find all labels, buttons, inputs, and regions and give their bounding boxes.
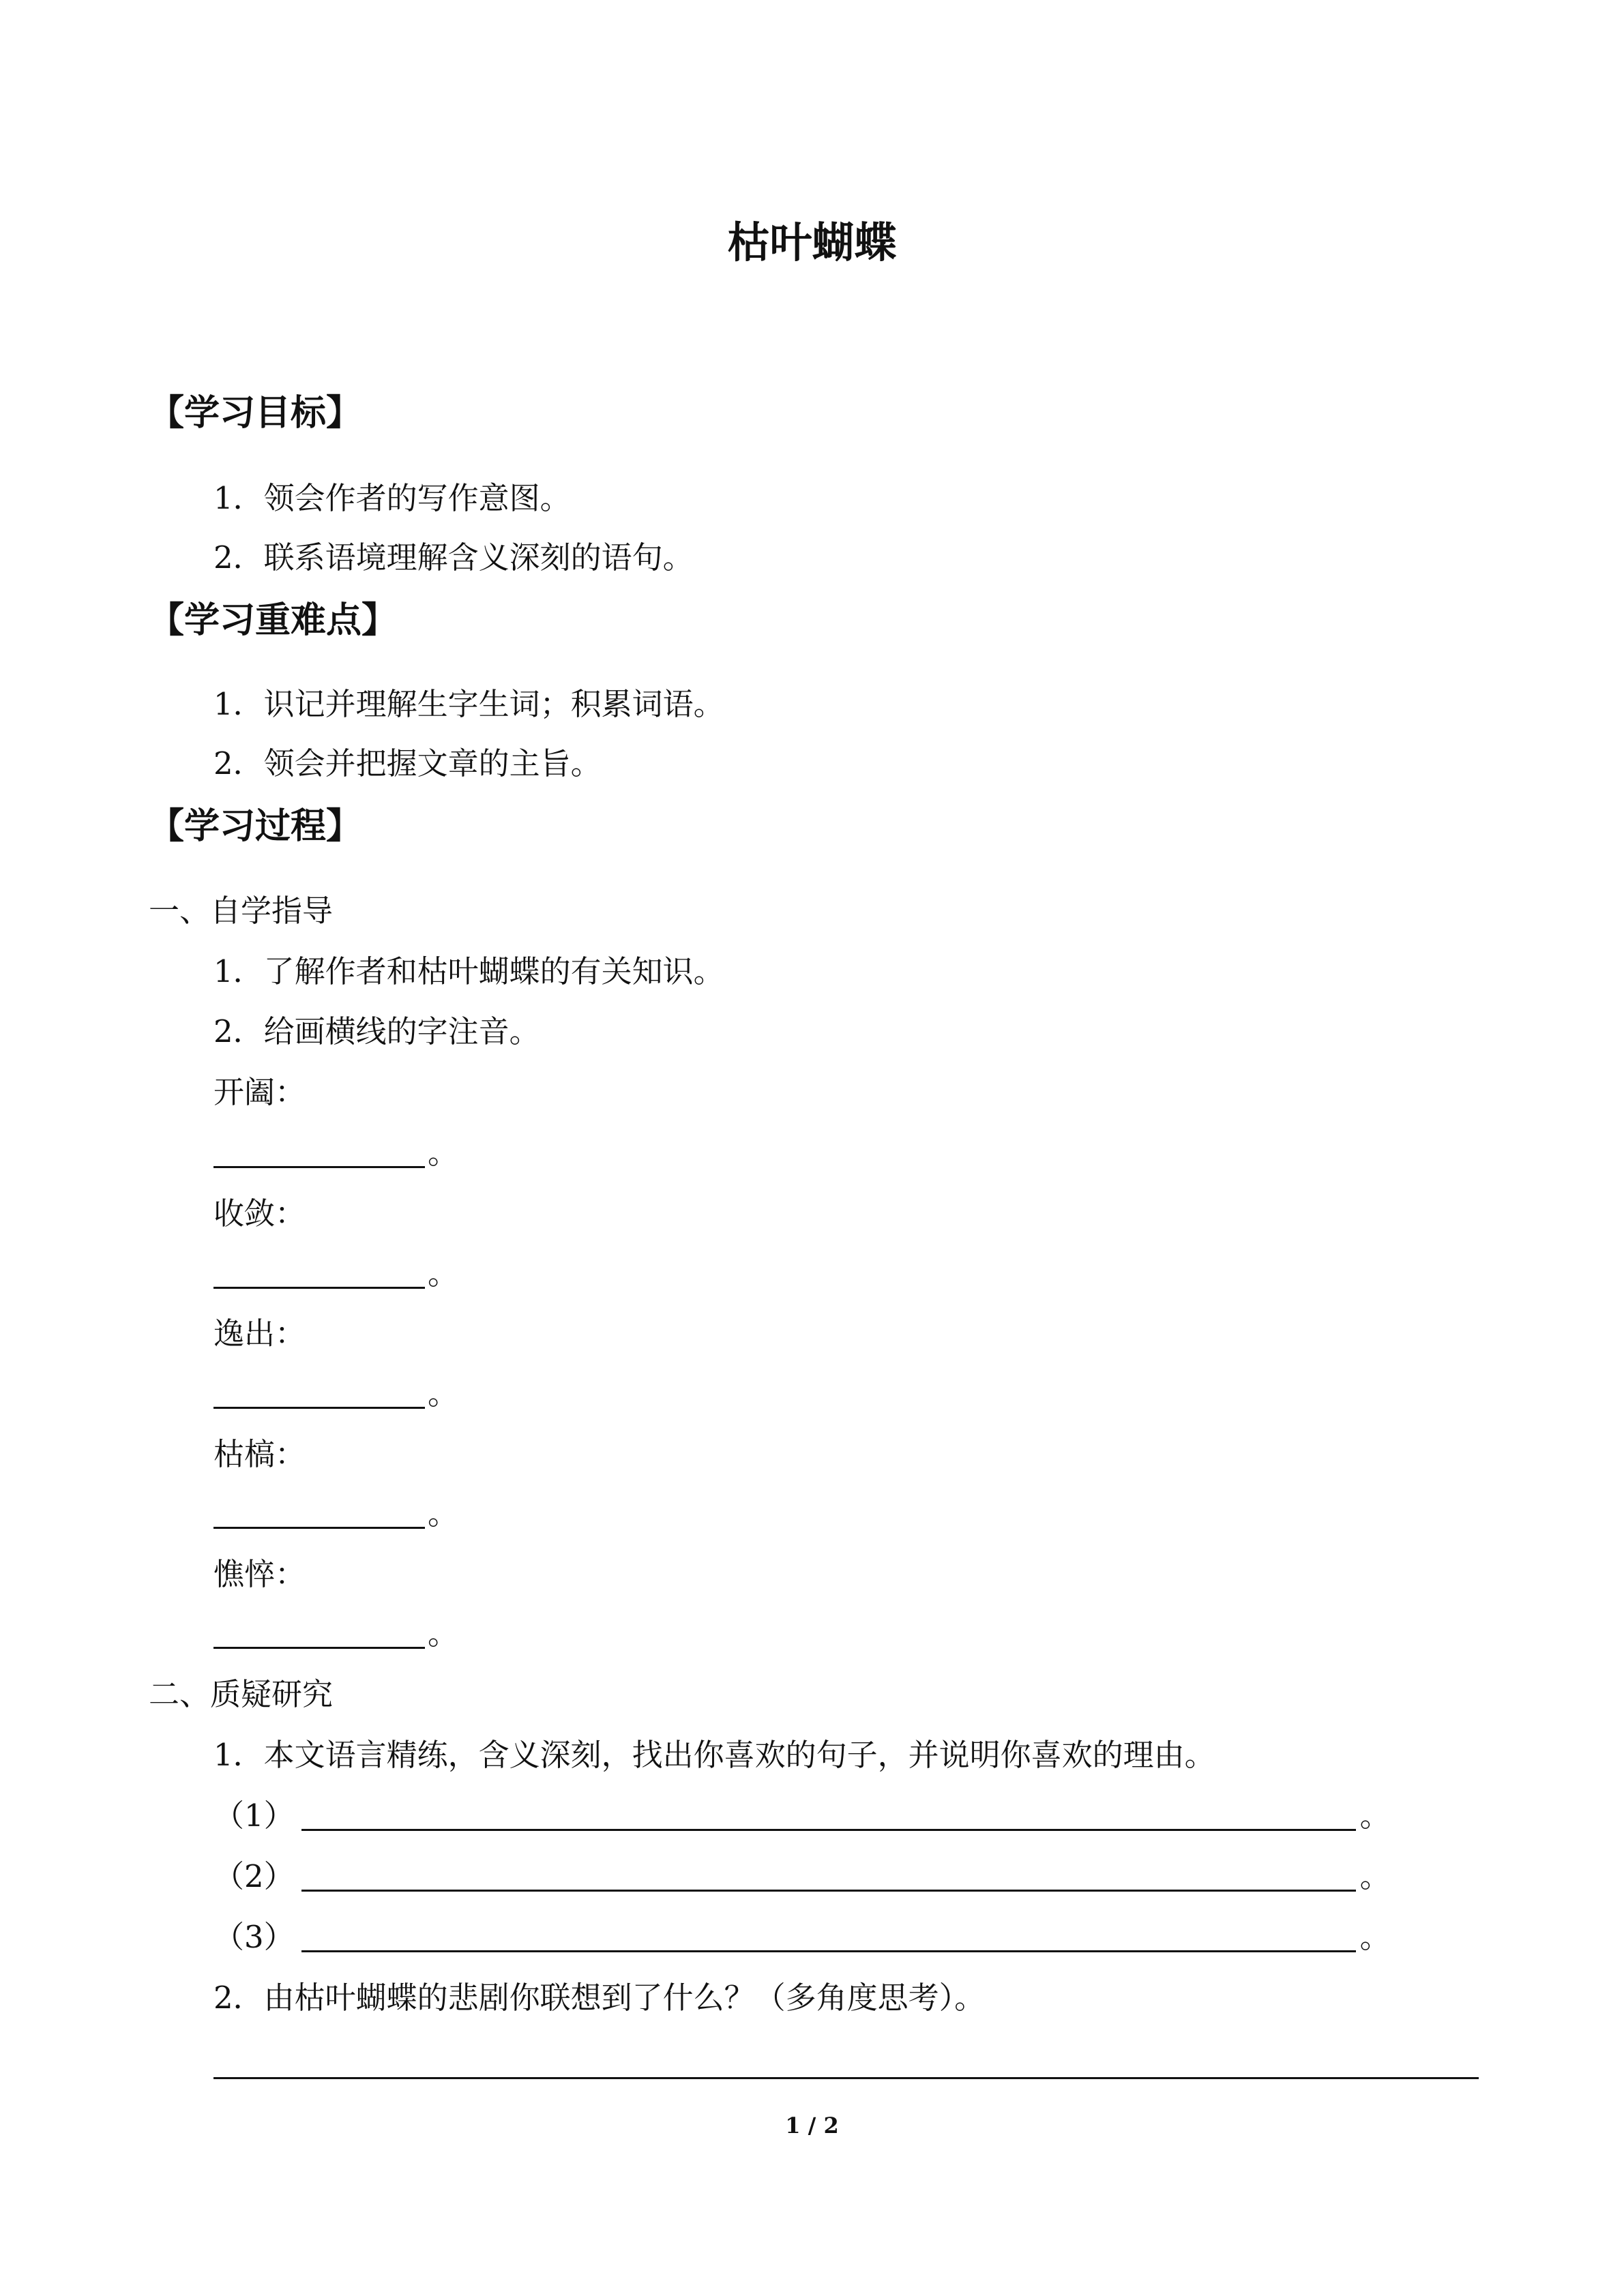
page-title: 枯叶蝴蝶 (727, 218, 897, 267)
key-point-item: 1．识记并理解生字生词；积累词语。 (213, 686, 724, 722)
part2-item: 2．由枯叶蝴蝶的悲剧你联想到了什么？（多角度思考）。 (213, 1980, 986, 2016)
objective-item: 1．领会作者的写作意图。 (213, 480, 571, 516)
page-number: 1 / 2 (785, 2113, 839, 2138)
part1-heading: 一、自学指导 (149, 893, 334, 929)
pinyin-blank[interactable]: 。 (213, 1618, 458, 1649)
process-heading: 【学习过程】 (149, 805, 362, 847)
answer-line[interactable]: （1） 。 (213, 1798, 1391, 1834)
part1-item: 1．了解作者和枯叶蝴蝶的有关知识。 (213, 953, 724, 989)
word-label: 憔悴： (213, 1556, 306, 1592)
word-label: 枯槁： (213, 1436, 306, 1472)
word-label: 开阖： (213, 1074, 306, 1110)
part2-item: 1．本文语言精练，含义深刻，找出你喜欢的句子，并说明你喜欢的理由。 (213, 1737, 1215, 1773)
answer-line[interactable]: （2） 。 (213, 1858, 1391, 1894)
word-label: 收敛： (213, 1195, 306, 1232)
pinyin-blank[interactable]: 。 (213, 1378, 458, 1409)
key-point-item: 2．领会并把握文章的主旨。 (213, 745, 602, 781)
objectives-heading: 【学习目标】 (149, 392, 362, 434)
part1-item: 2．给画横线的字注音。 (213, 1013, 540, 1049)
word-label: 逸出： (213, 1315, 306, 1352)
footer-rule (213, 2077, 1479, 2079)
key-points-heading: 【学习重难点】 (149, 599, 398, 641)
pinyin-blank[interactable]: 。 (213, 1258, 458, 1289)
objective-item: 2．联系语境理解含义深刻的语句。 (213, 539, 694, 576)
answer-line[interactable]: （3） 。 (213, 1919, 1391, 1955)
pinyin-blank[interactable]: 。 (213, 1498, 458, 1529)
part2-heading: 二、质疑研究 (149, 1676, 334, 1712)
pinyin-blank[interactable]: 。 (213, 1137, 458, 1168)
